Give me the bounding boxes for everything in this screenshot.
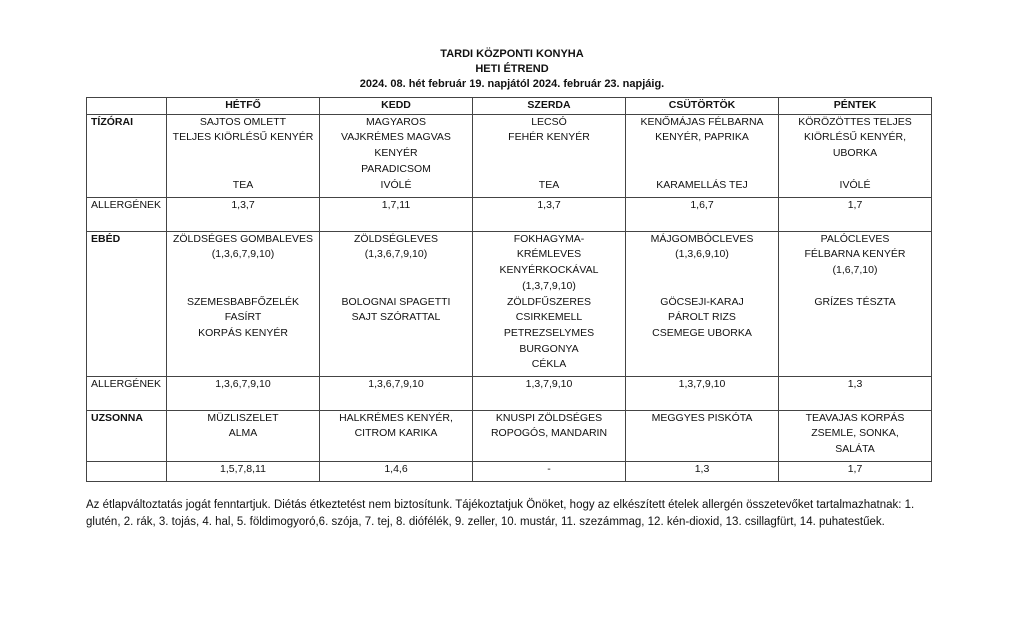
table-row <box>87 114 932 197</box>
cell-items: KENŐMÁJAS FÉLBARNA KENYÉR, PAPRIKA <box>640 115 764 144</box>
allergen-cell: 1,3,6,7,9,10 <box>320 376 473 410</box>
kitchen-name: TARDI KÖZPONTI KONYHA <box>440 48 584 60</box>
menu-cell <box>473 114 626 197</box>
menu-cell: ZÖLDSÉGLEVES (1,3,6,7,9,10) BOLOGNAI SPAGETTI SAJT SZÓRATTAL <box>320 231 473 376</box>
footer-text: Az étlapváltoztatás jogát fenntartjuk. Diétás étkeztetést nem biztosítunk. Tájékoztatjuk Önöket, hogy az elkészített ételek allergén összetevőket tartalmazhatnak: 1. glutén, 2. rák, 3. tojás, 4. hal, 5. földimogyoró,6. szója, 7. tej, 8. diófélék, 9. zeller, 10. mustár, 11. szezámmag, 12. kén-dioxid, 13. csillagfürt, 14. puhatestűek. <box>86 499 915 528</box>
allergen-cell: 1,3,7,9,10 <box>473 376 626 410</box>
allergen-cell: 1,3 <box>626 461 779 481</box>
cell-items: LECSÓ FEHÉR KENYÉR <box>508 115 590 144</box>
allergen-cell: 1,3,7 <box>473 197 626 231</box>
menu-cell: KNUSPI ZÖLDSÉGES ROPOGÓS, MANDARIN <box>473 410 626 461</box>
cell-items: SAJTOS OMLETT TELJES KIÖRLÉSŰ KENYÉR <box>172 115 314 144</box>
menu-cell: MÜZLISZELET ALMA <box>167 410 320 461</box>
cell-drink: IVÓLÉ <box>380 178 412 191</box>
table-row <box>87 461 932 481</box>
table-row <box>87 410 932 461</box>
row-label-ebed: EBÉD <box>87 231 167 376</box>
allergen-cell: 1,7,11 <box>320 197 473 231</box>
day-tuesday: KEDD <box>320 98 473 115</box>
allergen-cell: 1,6,7 <box>626 197 779 231</box>
menu-cell: HALKRÉMES KENYÉR, CITROM KARIKA <box>320 410 473 461</box>
menu-cell: FOKHAGYMA- KRÉMLEVES KENYÉRKOCKÁVAL (1,3,7,9,10) ZÖLDFŰSZERES CSIRKEMELL PETREZSELYMES BURGONYA CÉKLA <box>473 231 626 376</box>
allergen-cell: 1,7 <box>779 461 932 481</box>
menu-cell: PALÓCLEVES FÉLBARNA KENYÉR (1,6,7,10) GRÍZES TÉSZTA <box>779 231 932 376</box>
cell-drink: TEA <box>232 178 254 191</box>
menu-cell <box>320 114 473 197</box>
allergen-cell: 1,3,7,9,10 <box>626 376 779 410</box>
menu-header <box>0 47 1024 92</box>
cell-drink: IVÓLÉ <box>839 178 871 191</box>
day-monday: HÉTFŐ <box>167 98 320 115</box>
row-label-empty <box>87 461 167 481</box>
day-thursday: CSÜTÖRTÖK <box>626 98 779 115</box>
menu-cell <box>779 114 932 197</box>
cell-drink: TEA <box>538 178 560 191</box>
date-range: 2024. 08. hét február 19. napjától 2024. február 23. napjáig. <box>359 78 665 90</box>
corner-cell <box>87 98 167 115</box>
row-label-uzsonna: UZSONNA <box>87 410 167 461</box>
cell-drink: KARAMELLÁS TEJ <box>656 178 748 191</box>
row-label-allergens: ALLERGÉNEK <box>87 197 167 231</box>
allergen-cell: 1,5,7,8,11 <box>167 461 320 481</box>
allergen-note <box>86 497 946 531</box>
day-header-row <box>87 98 932 115</box>
row-label-tizorai: TÍZÓRAI <box>87 114 167 197</box>
menu-cell: MEGGYES PISKÓTA <box>626 410 779 461</box>
day-wednesday: SZERDA <box>473 98 626 115</box>
menu-cell: TEAVAJAS KORPÁS ZSEMLE, SONKA, SALÁTA <box>779 410 932 461</box>
weekly-menu-table <box>86 97 932 482</box>
cell-items: MAGYAROS VAJKRÉMES MAGVAS KENYÉR PARADICSOM <box>341 115 451 175</box>
allergen-cell: - <box>473 461 626 481</box>
day-friday: PÉNTEK <box>779 98 932 115</box>
menu-cell: MÁJGOMBÓCLEVES (1,3,6,9,10) GÖCSEJI-KARAJ PÁROLT RIZS CSEMEGE UBORKA <box>626 231 779 376</box>
table-row <box>87 197 932 231</box>
allergen-cell: 1,7 <box>779 197 932 231</box>
menu-cell: ZÖLDSÉGES GOMBALEVES (1,3,6,7,9,10) SZEMESBABFŐZELÉK FASÍRT KORPÁS KENYÉR <box>167 231 320 376</box>
allergen-cell: 1,3,6,7,9,10 <box>167 376 320 410</box>
row-label-allergens: ALLERGÉNEK <box>87 376 167 410</box>
menu-cell <box>626 114 779 197</box>
cell-items: KÖRÖZÖTTES TELJES KIÖRLÉSŰ KENYÉR, UBORKA <box>798 115 912 160</box>
allergen-cell: 1,4,6 <box>320 461 473 481</box>
table-row <box>87 376 932 410</box>
menu-title: HETI ÉTREND <box>475 63 549 75</box>
table-row <box>87 231 932 376</box>
menu-cell <box>167 114 320 197</box>
allergen-cell: 1,3,7 <box>167 197 320 231</box>
allergen-cell: 1,3 <box>779 376 932 410</box>
